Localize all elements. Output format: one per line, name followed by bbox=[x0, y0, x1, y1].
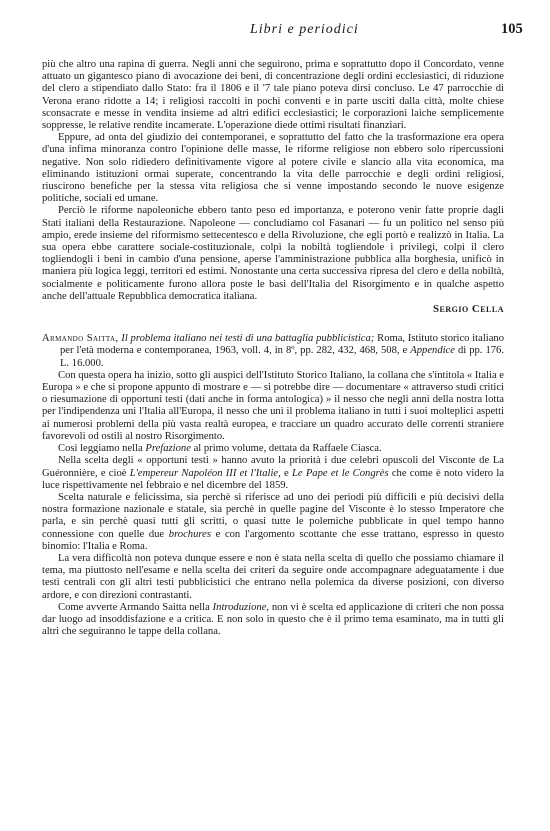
paragraph bbox=[42, 455, 504, 492]
paragraph: Perciò le riforme napoleoniche ebbero tanto peso ed importanza, e poterono venir fatte proprie dagli Stati italiani della Restaurazione. Napoleone — concludiamo col Fasanari — fu un politico nel senso più ampio, erede insieme del riformismo settecentesco e della Rivoluzione, che egli portò e realizzò in Italia. La sua opera ebbe carattere sociale-costituzionale, colpì la nobiltà togliendole i privilegi, colpì il clero togliendogli i beni in cambio d'una pensione, aperse l'amministrazione pubblica alla borghesia, unificò in maniera più logica leggi, territori ed estimi. Nonostante una certa successiva ripresa del clero e della nobiltà, socialmente e politicamente furono allora poste le basi dell'Italia del Risorgimento e in qualche aspetto anche dell'attuale Repubblica democratica italiana. bbox=[42, 205, 504, 302]
paragraph bbox=[42, 443, 504, 455]
book-title: Il problema italiano nei testi di una battaglia pubblicistica; bbox=[121, 333, 375, 345]
review-author: Armando Saitta, bbox=[42, 333, 119, 345]
text-run: e con l'argomento scottante che esse trattano, espresso in questo binomio: l'Italia e Roma. bbox=[42, 528, 505, 552]
running-title: Libri e periodici bbox=[250, 22, 359, 37]
body-text bbox=[42, 59, 504, 638]
signature-line bbox=[42, 303, 504, 316]
italic-run: Le Pape et le Congrès bbox=[291, 467, 389, 479]
book-review bbox=[42, 333, 504, 638]
publication-tail: di pp. 176. L. 16.000. bbox=[60, 345, 504, 369]
italic-run: brochures bbox=[168, 528, 211, 540]
publication-details: Roma, Istituto storico italiano per l'età moderna e contemporanea, 1963, voll. 4, in 8º, pp. 282, 432, 468, 508, e bbox=[60, 333, 505, 357]
bibliographic-entry bbox=[42, 333, 504, 370]
text-run: Scelta naturale e felicissima, sia perchè si riferisce ad uno dei periodi più difficili e più decisivi della nostra formazione nazionale e statale, sia perchè in quelle pagine del Visconte è lo stesso Imperatore che parla, e sin perchè quasi tutti gli scritti, o quasi tutte le polemiche pubblicate in quel tempo hanno connessione con quelle due bbox=[42, 491, 504, 540]
appendix-label: Appendice bbox=[410, 345, 455, 357]
text-run: Così leggiamo nella bbox=[58, 443, 143, 455]
italic-run: Introduzione, bbox=[212, 601, 270, 613]
text-run: al primo volume, dettata da Raffaele Ciasca. bbox=[193, 443, 382, 455]
text-run: e bbox=[284, 467, 289, 479]
page-number: 105 bbox=[501, 21, 523, 37]
text-run: non vi è scelta ed applicazione di criteri che non possa dar luogo ad insoddisfazione e a critica. E non solo in questo che è il primo tema esaminato, ma in tutti gli altri che seguiranno le tappe della collana. bbox=[42, 601, 505, 638]
text-run: Nella scelta degli « opportuni testi » hanno avuto la priorità i due celebri opuscoli del Visconte de La Guéronnière, e cioè bbox=[42, 455, 504, 479]
text-run: Come avverte Armando Saitta nella bbox=[58, 601, 210, 613]
paragraph bbox=[42, 602, 504, 639]
page-header bbox=[0, 22, 550, 42]
author-signature: Sergio Cella bbox=[433, 303, 504, 316]
paragraph: La vera difficoltà non poteva dunque essere e non è stata nella scelta di quello che possiamo chiamare il tema, ma piuttosto nell'esame e nella scelta dei criteri da seguire onde accompagnare adeguatamente i due testi centrali con gli altri testi pubblicistici che entrano nella polemica da diverse posizioni, con diverso ardore, e con direzioni contrastanti. bbox=[42, 552, 504, 601]
italic-run: L'empereur Napoléon III et l'Italie, bbox=[129, 467, 281, 479]
text-run: che come è noto videro la luce rispettivamente nel febbraio e nel dicembre del 1859. bbox=[42, 467, 504, 491]
paragraph bbox=[42, 492, 504, 553]
paragraph: Con questa opera ha inizio, sotto gli auspici dell'Istituto Storico Italiano, la collana che s'intitola « Italia e Europa » e che si propone appunto di mostrare e — si potrebbe dire — documentare « attraverso studi critici o riesumazione di opportuni testi (dati anche in forma antologica) » il nesso che negli anni della nostra lotta per l'indipendenza uni l'Italia all'Europa, il nesso che unì il problema italiano in tutti i suoi molteplici aspetti ai numerosi problemi della più vasta realtà europea, e tracciare un quadro accurato delle correnti straniere favorevoli od ostili al nostro Risorgimento. bbox=[42, 369, 504, 442]
italic-run: Prefazione bbox=[145, 443, 191, 455]
paragraph: più che altro una rapina di guerra. Negli anni che seguirono, prima e soprattutto dopo il Concordato, venne attuato un gigantesco piano di avocazione dei beni, di concentrazione degli ordini ecclesiastici, di riduzione del clero a stipendiato dallo Stato: fra il 1806 e il '7 tale piano poteva dirsi concluso. Le 47 parrocchie di Verona erano ridotte a 14; i religiosi raccolti in pochi conventi e in parte usciti dalla città, molte chiese sconsacrate e messe in vendita insieme ad altri edifici ecclesiastici; le corporazioni laiche semplicemente soppresse, le relative rendite incamerate. L'operazione diede ottimi risultati finanziari. bbox=[42, 59, 504, 132]
paragraph: Eppure, ad onta del giudizio dei contemporanei, e soprattutto del fatto che la trasformazione era opera d'una infima minoranza contro l'opinione delle masse, le riforme religiose non ebbero solo ripercussioni negative. Non solo ridiedero definitivamente vigore al potere civile e slancio alla vita economica, ma eliminando istituzioni ormai superate, concentrando la vita delle parrocchie e degli ordini religiosi, riuscirono benefiche per la stessa vita religiosa che si venne impostando secondo le nuove esigenze politiche, sociali ed umane. bbox=[42, 132, 504, 205]
